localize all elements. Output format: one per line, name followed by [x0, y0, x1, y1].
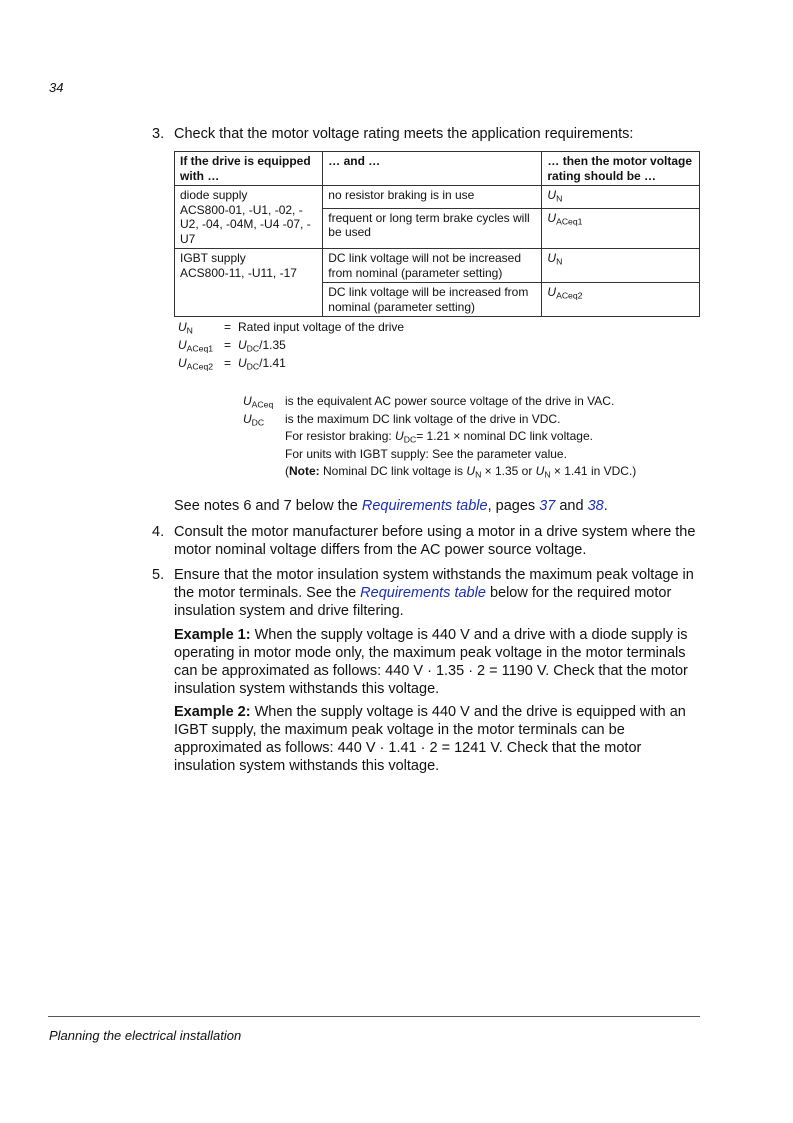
- condition-cell: DC link voltage will not be increased from nominal (parameter setting): [323, 249, 542, 283]
- defined-symbol: [178, 354, 224, 372]
- symbol-subscript: N: [475, 469, 482, 480]
- symbol-subscript: ACeq1: [186, 343, 214, 354]
- definition-row: [178, 318, 404, 336]
- example-label: Example 2:: [174, 704, 251, 720]
- item-text: Consult the motor manufacturer before using a motor in a drive system where the motor nominal voltage differs from the AC power source voltage.: [174, 524, 696, 558]
- note-row: [285, 463, 636, 481]
- rating-cell: [542, 283, 700, 317]
- symbol: U: [395, 429, 404, 443]
- symbol: U: [535, 464, 545, 478]
- item-text: [174, 566, 702, 620]
- table-header-cell: … and …: [323, 152, 542, 186]
- page-38-link[interactable]: 38: [587, 498, 604, 514]
- paragraph-text: below for the required motor insulation system and drive filtering.: [174, 585, 672, 619]
- requirements-table-link[interactable]: Requirements table: [360, 585, 486, 601]
- table-row: [175, 249, 700, 283]
- notes-block: [243, 393, 636, 481]
- note-label: Note:: [289, 464, 320, 478]
- symbol-subscript: ACeq: [251, 399, 274, 410]
- equals-sign: =: [224, 338, 232, 352]
- example-2-paragraph: [174, 703, 700, 775]
- symbol-subscript: ACeq2: [186, 361, 214, 372]
- supply-label: diode supply: [180, 188, 248, 202]
- note-row: [285, 428, 636, 446]
- note-text: (: [285, 464, 289, 478]
- symbol-subscript: N: [556, 193, 563, 204]
- example-label: Example 1:: [174, 627, 251, 643]
- note-text: is the equivalent AC power source voltage of the drive in VAC.: [285, 394, 615, 408]
- voltage-rating-table: [174, 151, 700, 317]
- symbol-subscript: DC: [246, 361, 260, 372]
- symbol-subscript: DC: [251, 417, 265, 428]
- definition-text: /1.41: [259, 356, 286, 370]
- symbol: U: [178, 320, 187, 334]
- symbol: U: [238, 338, 247, 352]
- rating-cell: [542, 208, 700, 248]
- equals-sign: =: [224, 356, 232, 370]
- symbol-subscript: ACeq1: [556, 216, 583, 227]
- paragraph-text: When the supply voltage is 440 V and the drive is equipped with an IGBT supply, the maximum peak voltage in the motor terminals can be approximated as follows: 440 V · 1.41 · 2 = 1241 V. Check that the motor insulation system withstands this voltage.: [174, 704, 686, 774]
- symbol-subscript: DC: [246, 343, 260, 354]
- rating-cell: [542, 186, 700, 209]
- symbol-subscript: N: [556, 256, 563, 267]
- supply-models: ACS800-11, -U11, -17: [180, 265, 297, 280]
- symbol: U: [243, 411, 252, 426]
- symbol: U: [178, 338, 187, 352]
- item-text: Check that the motor voltage rating meets the application requirements:: [174, 126, 634, 142]
- paragraph-text: and: [555, 498, 588, 514]
- table-row: [175, 186, 700, 209]
- definition-text: Rated input voltage of the drive: [238, 320, 405, 334]
- supply-type-cell: [175, 249, 323, 317]
- definition-text: /1.35: [259, 338, 286, 352]
- equals-sign: =: [224, 320, 232, 334]
- paragraph-text: Ensure that the motor insulation system withstands the maximum peak voltage in the motor terminals. See the: [174, 567, 694, 601]
- symbol-subscript: ACeq2: [556, 290, 583, 301]
- symbol: U: [178, 356, 187, 370]
- defined-symbol: [178, 336, 224, 354]
- see-notes-paragraph: [174, 497, 700, 515]
- requirements-table-link[interactable]: Requirements table: [361, 498, 488, 514]
- supply-label: IGBT supply: [180, 251, 246, 265]
- symbol: U: [238, 356, 247, 370]
- list-item-3: [152, 125, 702, 143]
- note-text: Nominal DC link voltage is: [319, 464, 467, 478]
- list-item-4: [152, 523, 702, 559]
- symbol: U: [547, 285, 557, 299]
- footer-title: Planning the electrical installation: [49, 1028, 242, 1043]
- footer-divider: [48, 1016, 700, 1017]
- table-header-row: [175, 152, 700, 186]
- symbol-subscript: N: [544, 469, 551, 480]
- defined-symbol: [178, 318, 224, 336]
- note-row: [243, 393, 636, 411]
- condition-cell: frequent or long term brake cycles will be used: [323, 208, 542, 248]
- paragraph-text: When the supply voltage is 440 V and a drive with a diode supply is operating in motor mode only, the maximum peak voltage in the motor terminals can be approximated as follows: 440 V · 1.35 · 2 = 1190 V. Check that the motor insulation system withstands this voltage.: [174, 627, 688, 697]
- supply-models: ACS800-01, -U1, -02, -U2, -04, -04M, -U4 -07, -U7: [180, 202, 311, 246]
- symbol: U: [547, 251, 557, 265]
- symbol: U: [547, 188, 557, 202]
- note-text: × 1.41 in VDC.): [550, 464, 637, 478]
- note-text: × 1.35 or: [481, 464, 536, 478]
- item-number: 3.: [152, 126, 165, 142]
- condition-cell: no resistor braking is in use: [323, 186, 542, 209]
- paragraph-text: See notes 6 and 7 below the: [174, 498, 362, 514]
- defined-symbol: [243, 411, 285, 429]
- note-row: For units with IGBT supply: See the parameter value.: [285, 446, 567, 461]
- example-1-paragraph: [174, 626, 700, 698]
- rating-cell: [542, 249, 700, 283]
- item-number: 5.: [152, 567, 165, 583]
- note-text: For resistor braking:: [285, 429, 396, 443]
- item-number: 4.: [152, 524, 165, 540]
- table-header-cell: … then the motor voltage rating should be …: [542, 152, 700, 186]
- paragraph-text: .: [603, 498, 608, 514]
- note-text: is the maximum DC link voltage of the drive in VDC.: [285, 411, 561, 426]
- symbol: U: [547, 210, 557, 225]
- page-number: 34: [49, 80, 64, 95]
- symbol-subscript: DC: [403, 434, 417, 445]
- table-header-cell: If the drive is equipped with …: [175, 152, 323, 186]
- list-item-5: [152, 566, 702, 620]
- symbol: U: [243, 394, 252, 408]
- symbol: U: [466, 464, 476, 478]
- defined-symbol: [243, 393, 285, 411]
- symbol-definitions: [178, 318, 404, 372]
- supply-type-cell: [175, 186, 323, 249]
- definition-row: [178, 354, 404, 372]
- condition-cell: DC link voltage will be increased from nominal (parameter setting): [323, 283, 542, 317]
- definition-row: [178, 336, 404, 354]
- note-text: = 1.21 × nominal DC link voltage.: [416, 429, 593, 443]
- page-37-link[interactable]: 37: [539, 498, 556, 514]
- symbol-subscript: N: [186, 325, 193, 336]
- note-row: [243, 411, 636, 429]
- paragraph-text: , pages: [487, 498, 540, 514]
